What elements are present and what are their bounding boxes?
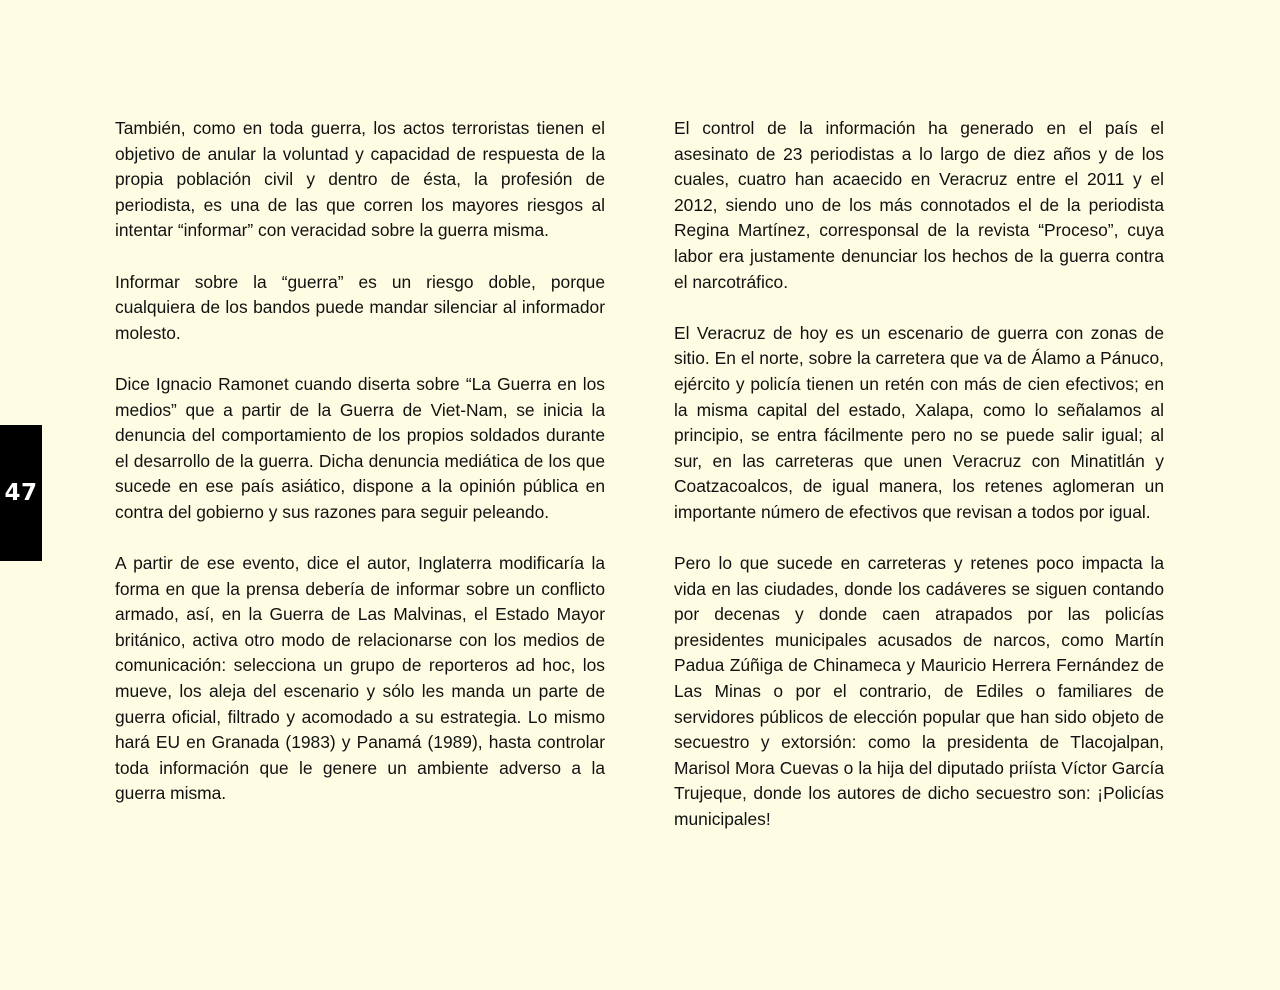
paragraph: Informar sobre la “guerra” es un riesgo doble, porque cualquiera de los bandos puede mandar silenciar al informador molesto. [115, 271, 605, 343]
page-number-tab [0, 425, 42, 561]
paragraph: El Veracruz de hoy es un escenario de guerra con zonas de sitio. En el norte, sobre la carretera que va de Álamo a Pánuco, ejército y policía tienen un retén con más de cien efectivos; en la misma capital del estado, Xalapa, como lo señalamos al principio, se entra fácilmente pero no se puede salir igual; al sur, en las carreteras que unen Veracruz con Minatitlán y Coatzacoalcos, de igual manera, los retenes aglomeran un importante número de efectivos que revisan a todos por igual. [674, 322, 1164, 522]
page-number: 47 [4, 480, 38, 506]
right-column [674, 116, 1164, 858]
paragraph: A partir de ese evento, dice el autor, Inglaterra modificaría la forma en que la prensa debería de informar sobre un conflicto armado, así, en la Guerra de Las Malvinas, el Estado Mayor británico, activa otro modo de relacionarse con los medios de comunicación: selecciona un grupo de reporteros ad hoc, los mueve, los aleja del escenario y sólo les manda un parte de guerra oficial, filtrado y acomodado a su estrategia. Lo mismo hará EU en Granada (1983) y Panamá (1989), hasta controlar toda información que le genere un ambiente adverso a la guerra misma. [115, 553, 605, 804]
paragraph: El control de la información ha generado en el país el asesinato de 23 periodistas a lo largo de diez años y de los cuales, cuatro han acaecido en Veracruz entre el 2011 y el 2012, siendo uno de los más connotados el de la periodista Regina Martínez, corresponsal de la revista “Proceso”, cuya labor era justamente denunciar los hechos de la guerra contra el narcotráfico. [674, 118, 1164, 292]
paragraph: También, como en toda guerra, los actos terroristas tienen el objetivo de anular la voluntad y capacidad de respuesta de la propia población civil y dentro de ésta, la profesión de periodista, es una de las que corren los mayores riesgos al intentar “informar” con veracidad sobre la guerra misma. [115, 118, 605, 241]
paragraph: Pero lo que sucede en carreteras y retenes poco impacta la vida en las ciudades, donde los cadáveres se siguen contando por decenas y donde caen atrapados por las policías presidentes municipales acusados de narcos, como Martín Padua Zúñiga de Chinameca y Mauricio Herrera Fernández de Las Minas o por el contrario, de Ediles o familiares de servidores públicos de elección popular que han sido objeto de secuestro y extorsión: como la presidenta de Tlacojalpan, Marisol Mora Cuevas o la hija del diputado priísta Víctor García Trujeque, donde los autores de dicho secuestro son: ¡Policías municipales! [674, 553, 1164, 830]
paragraph: Dice Ignacio Ramonet cuando diserta sobre “La Guerra en los medios” que a partir de la Guerra de Viet-Nam, se inicia la denuncia del comportamiento de los propios soldados durante el desarrollo de la guerra. Dicha denuncia mediática de los que sucede en ese país asiático, dispone a la opinión pública en contra del gobierno y sus razones para seguir peleando. [115, 373, 605, 522]
left-column [115, 116, 605, 833]
